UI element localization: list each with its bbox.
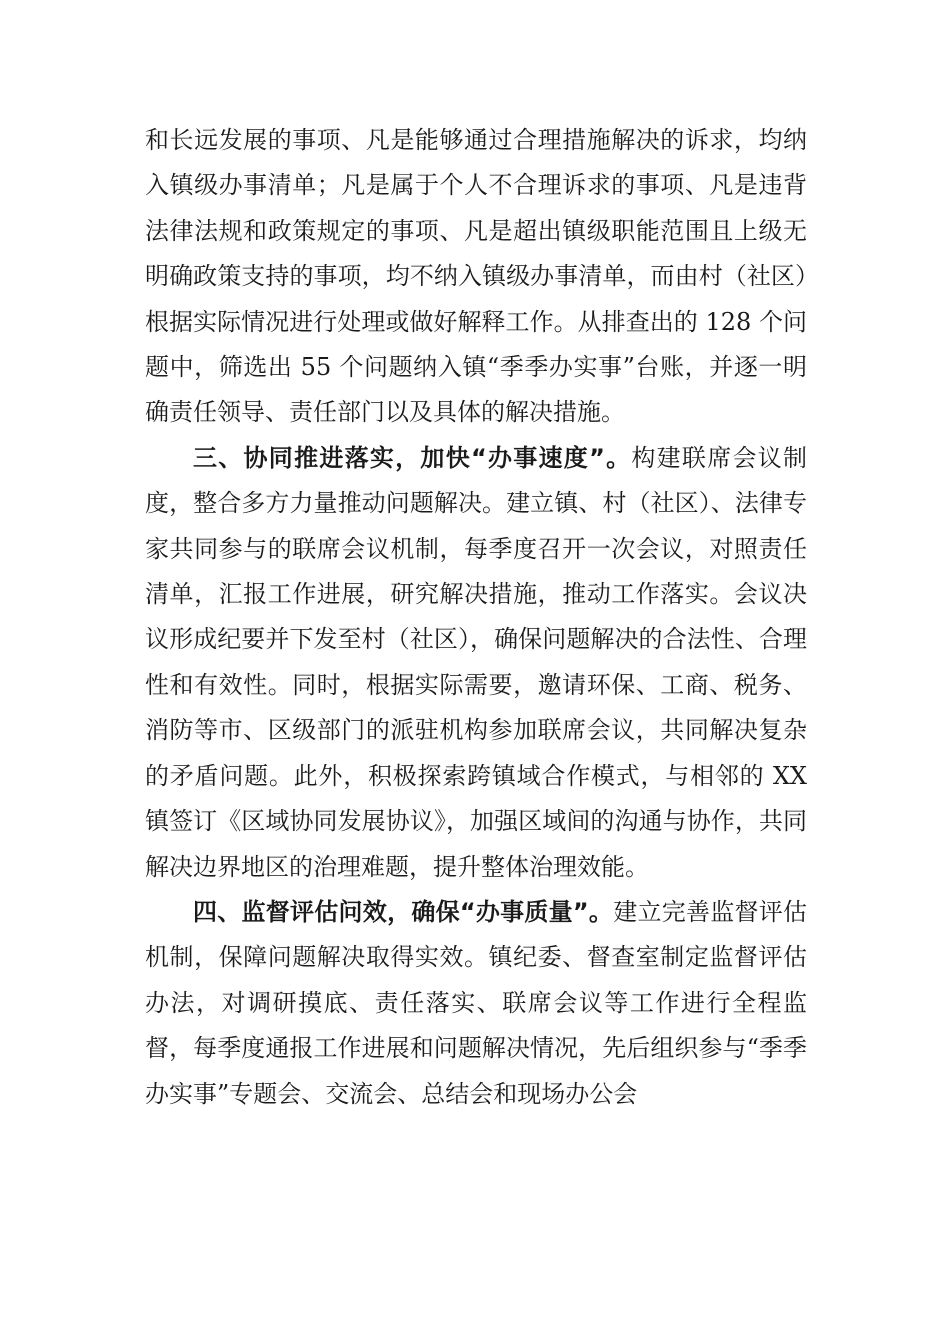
paragraph-section-3 <box>145 436 807 890</box>
paragraph-section-4 <box>145 890 807 1117</box>
section-4-body: 建立完善监督评估机制，保障问题解决取得实效。镇纪委、督查室制定监督评估办法，对调研摸底、责任落实、联席会议等工作进行全程监督，每季度通报工作进展和问题解决情况，先后组织参与“季季办实事”专题会、交流会、总结会和现场办公会 <box>145 897 808 1108</box>
document-page <box>145 118 807 1117</box>
section-3-body: 构建联席会议制度，整合多方力量推动问题解决。建立镇、村（社区）、法律专家共同参与的联席会议机制，每季度召开一次会议，对照责任清单，汇报工作进展，研究解决措施，推动工作落实。会议决议形成纪要并下发至村（社区），确保问题解决的合法性、合理性和有效性。同时，根据实际需要，邀请环保、工商、税务、消防等市、区级部门的派驻机构参加联席会议，共同解决复杂的矛盾问题。此外，积极探索跨镇域合作模式，与相邻的 XX 镇签订《区域协同发展协议》，加强区域间的沟通与协作，共同解决边界地区的治理难题，提升整体治理效能。 <box>145 443 808 881</box>
paragraph-1-body: 和长远发展的事项、凡是能够通过合理措施解决的诉求，均纳入镇级办事清单；凡是属于个人不合理诉求的事项、凡是违背法律法规和政策规定的事项、凡是超出镇级职能范围且上级无明确政策支持的事项，均不纳入镇级办事清单，而由村（社区）根据实际情况进行处理或做好解释工作。从排查出的 128 个问题中，筛选出 55 个问题纳入镇“季季办实事”台账，并逐一明确责任领导、责任部门以及具体的解决措施。 <box>145 126 807 427</box>
section-4-heading: 四、监督评估问效，确保“办事质量”。 <box>193 897 614 926</box>
section-3-heading: 三、协同推进落实，加快“办事速度”。 <box>193 443 632 472</box>
paragraph-1-continuation <box>145 118 807 436</box>
